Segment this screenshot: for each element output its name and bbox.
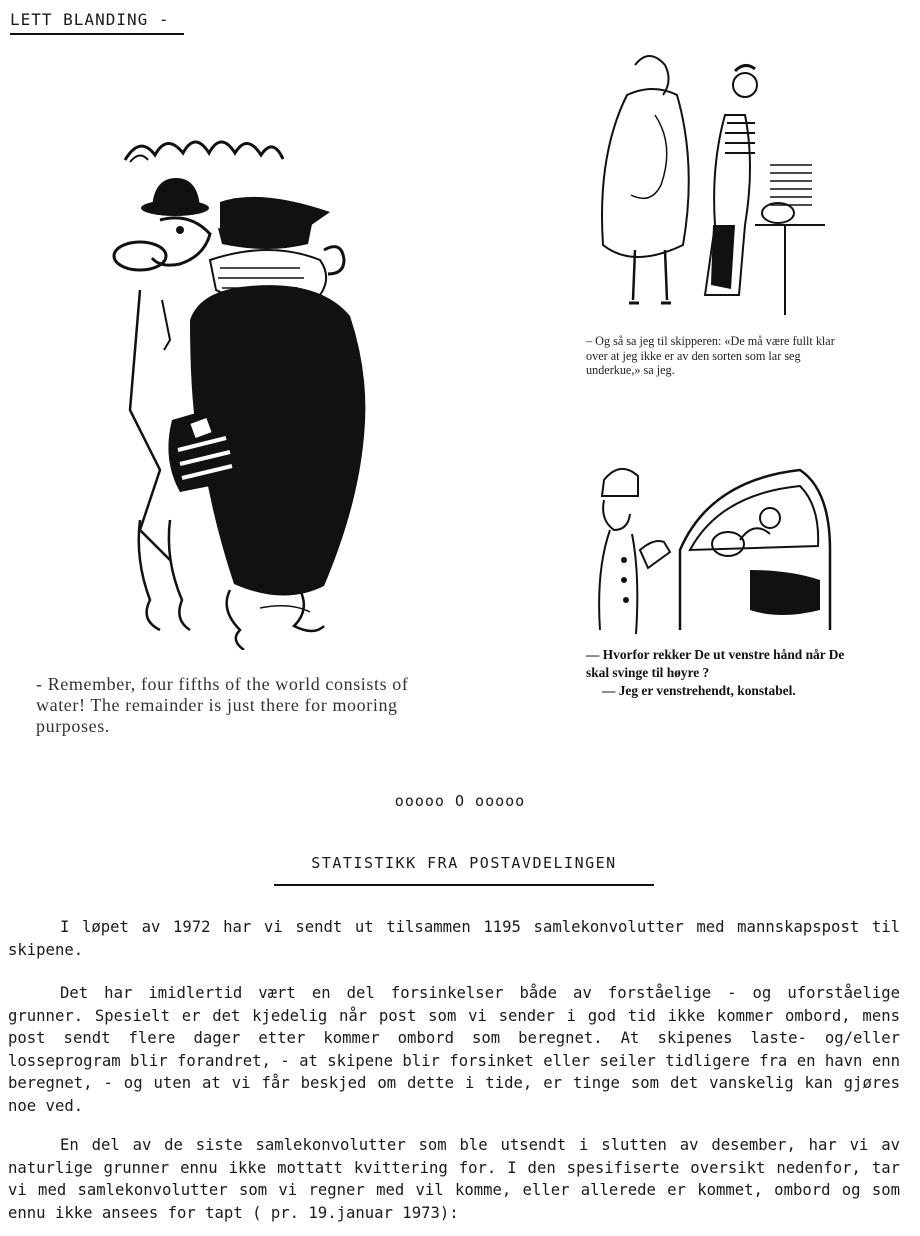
cartoon-caption-mooring: - Remember, four fifths of the world consists of water! The remainder is just there for mooring purposes. bbox=[36, 674, 409, 736]
article-paragraph: Det har imidlertid vært en del forsinkelser både av forståelige - og uforståelige grunner. Spesielt er det kjedelig når post som vi sender i god tid ikke kommer ombord, mens post sendt flere dager etter kommer ombord som beregnet. At skipenes laste- og/eller losseprogram blir forandret, - at skipene blir forsinket eller seiler tidligere fra en havn enn beregnet, - og uten at vi får beskjed om dette i tide, er tinge som det vanskelig kan gjøres noe ved. bbox=[8, 984, 900, 1115]
article-paragraph: I løpet av 1972 har vi sendt ut tilsammen 1195 samlekonvolutter med mannskapspost til skipene. bbox=[8, 918, 900, 959]
article-title: STATISTIKK FRA POSTAVDELINGEN bbox=[311, 854, 617, 872]
cartoon-captain-illustration bbox=[100, 120, 390, 650]
cartoon-caption-skipper: – Og så sa jeg til skipperen: «De må være fullt klar over at jeg ikke er av den sorten som lar seg underkue,» sa jeg. bbox=[586, 334, 835, 377]
title-underline bbox=[274, 884, 654, 886]
caption-line-question: — Hvorfor rekker De ut venstre hånd når De skal svinge til høyre ? bbox=[586, 647, 845, 680]
page-header: LETT BLANDING - bbox=[10, 10, 170, 29]
article-paragraph: En del av de siste samlekonvolutter som ble utsendt i slutten av desember, har vi av naturlige grunner ennu ikke mottatt kvittering for. I den spesifiserte oversikt nedenfor, tar vi med samlekonvolutter som vi regner med vil komme, eller allerede er kommet, ombord og som ennu ikke ansees for tapt ( pr. 19.januar 1973): bbox=[8, 1136, 900, 1222]
section-separator: ooooo O ooooo bbox=[394, 792, 526, 810]
header-underline bbox=[10, 33, 184, 35]
cartoon-police-illustration bbox=[590, 460, 840, 640]
cartoon-kitchen-illustration bbox=[595, 45, 825, 325]
cartoon-caption-police bbox=[586, 646, 848, 700]
caption-line-answer: — Jeg er venstrehendt, konstabel. bbox=[602, 683, 796, 698]
